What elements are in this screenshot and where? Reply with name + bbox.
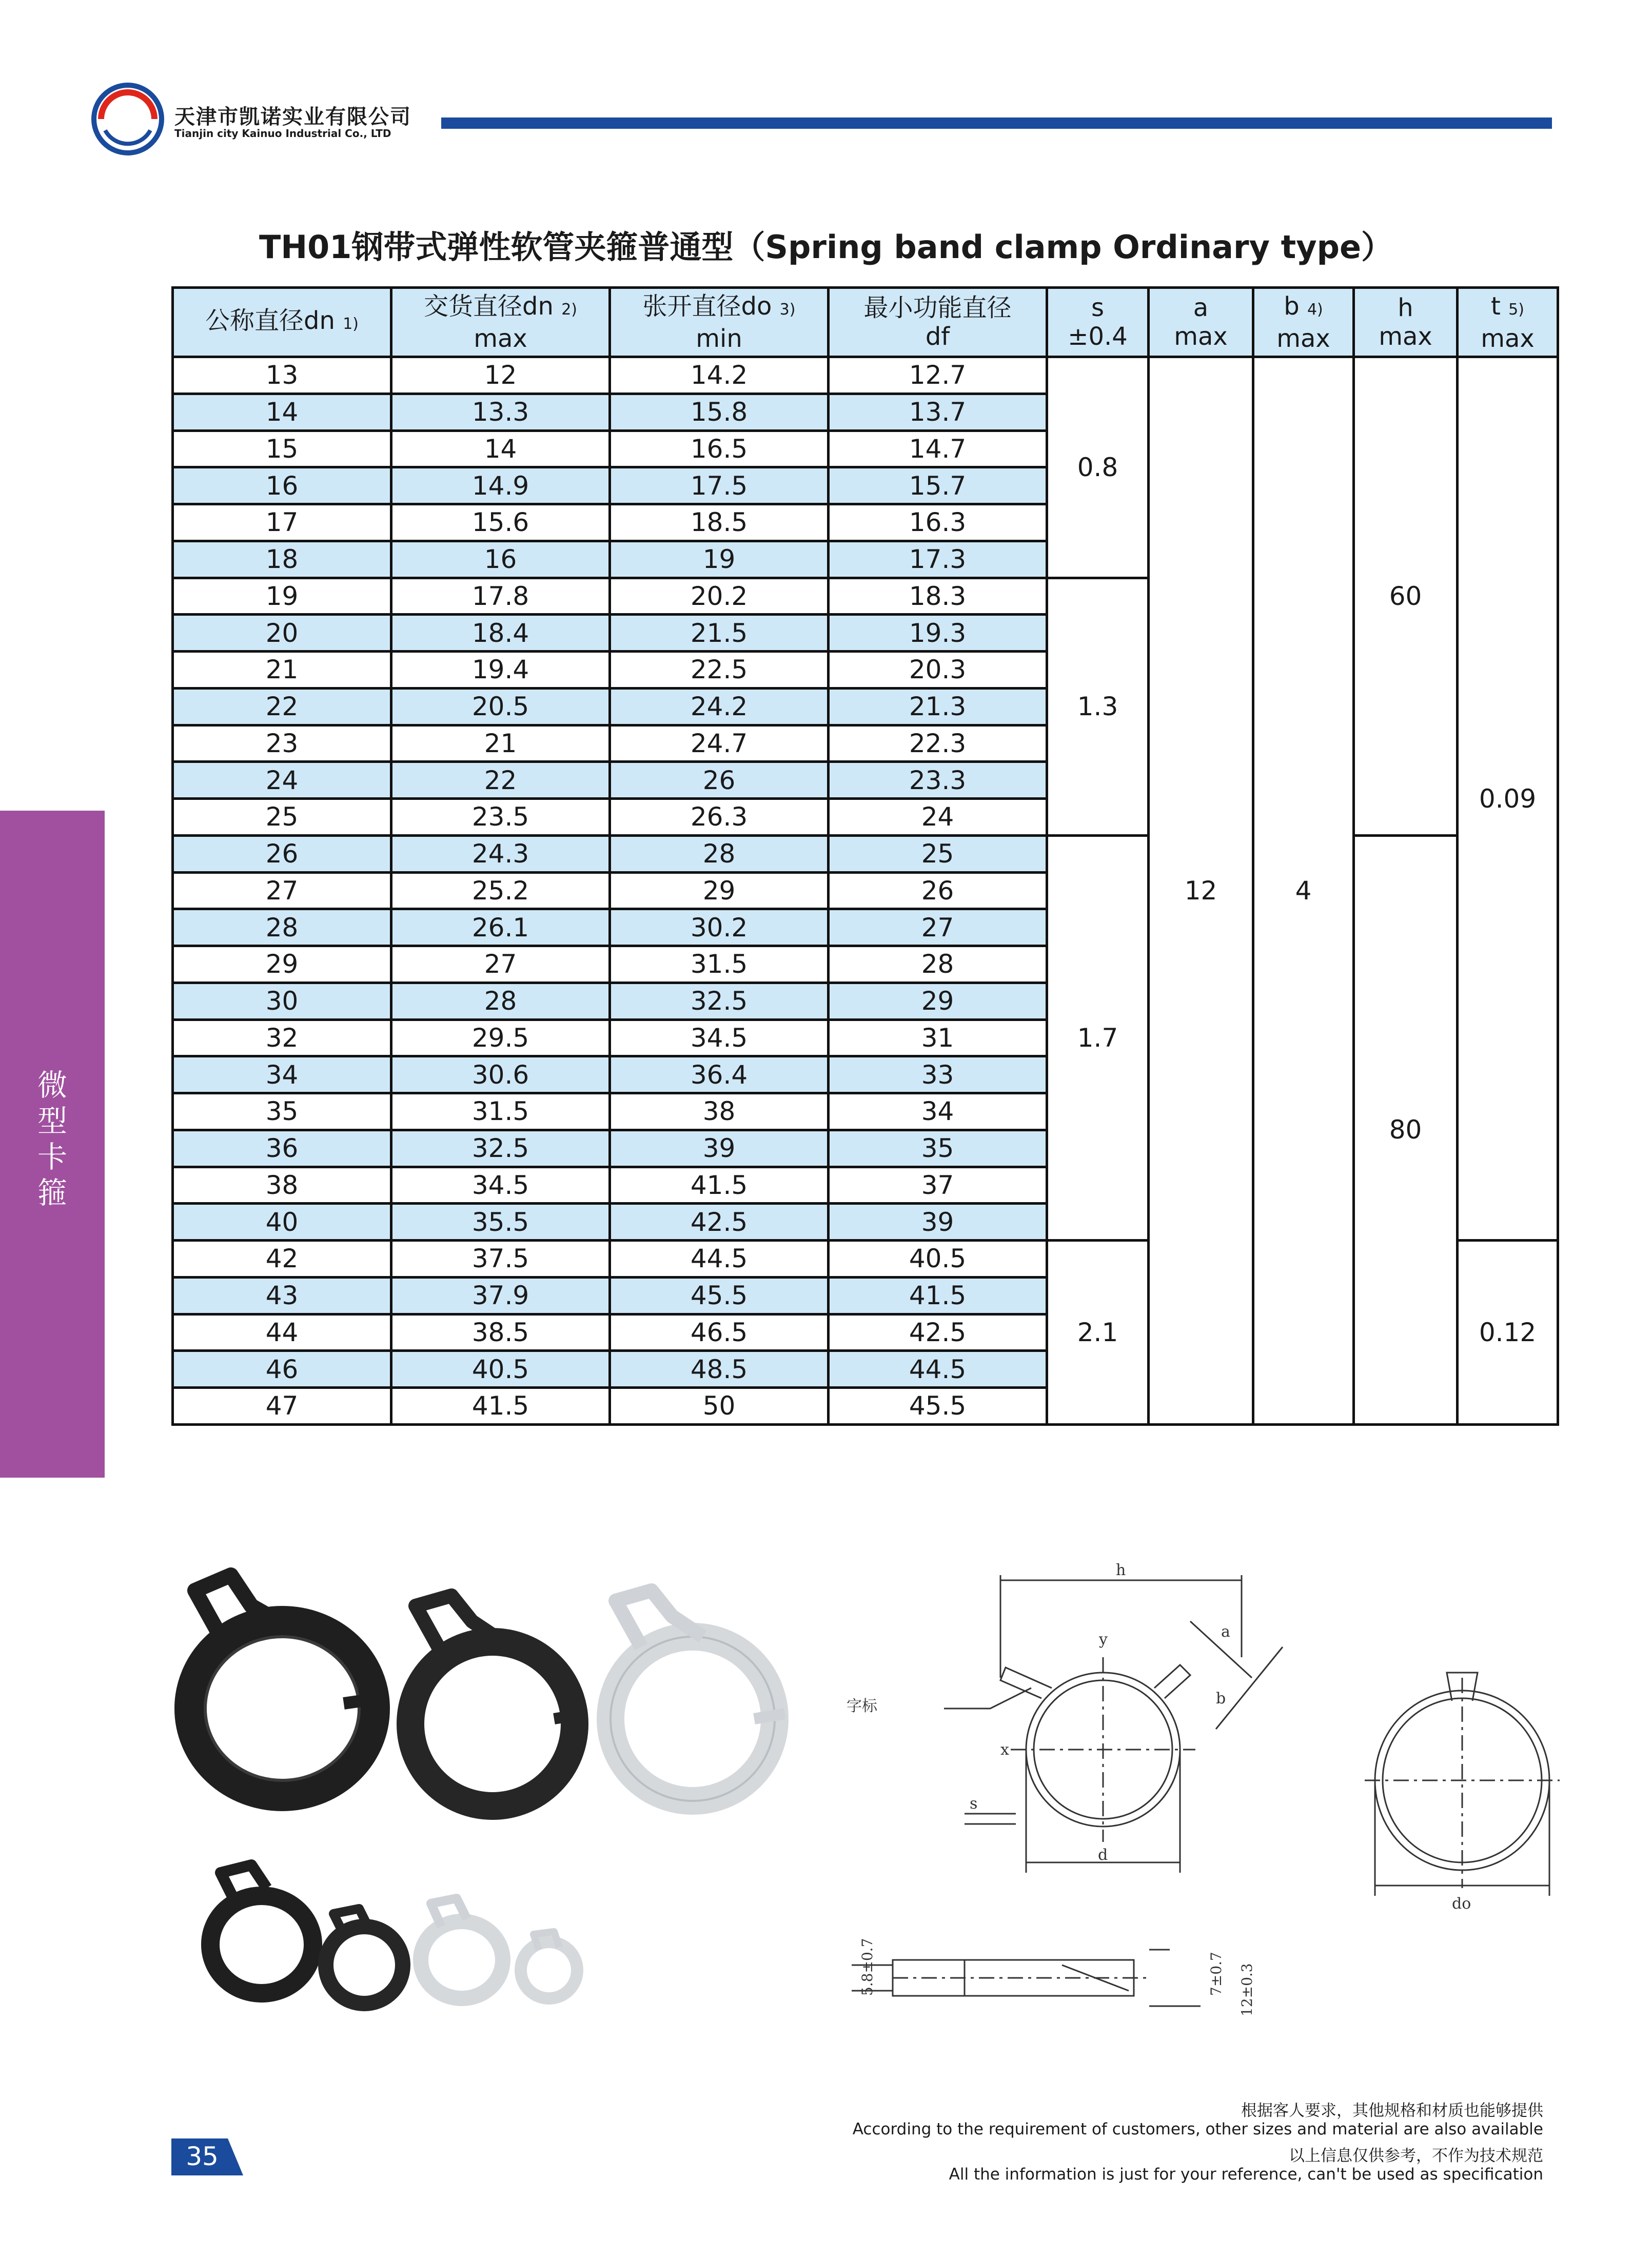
drawing-dim-5-8: 5.8±0.7 bbox=[859, 1938, 876, 1996]
footer-disclaimer-cn: 以上信息仅供参考，不作为技术规范 bbox=[1289, 2147, 1543, 2165]
table-cell: 47 bbox=[173, 1388, 391, 1425]
table-cell: 12 bbox=[391, 357, 610, 394]
clamp-photo-medium-black bbox=[410, 1596, 585, 1806]
table-cell: 22.3 bbox=[829, 725, 1047, 762]
technical-drawing bbox=[847, 1555, 1570, 2057]
clamp-photo-medium-silver bbox=[611, 1591, 785, 1801]
table-cell: 32 bbox=[173, 1019, 391, 1056]
table-cell: 26 bbox=[829, 872, 1047, 909]
table-cell: 18.4 bbox=[391, 615, 610, 652]
header-dn: 公称直径dn 1) bbox=[173, 288, 391, 357]
header-min-df: 最小功能直径 df bbox=[829, 288, 1047, 357]
merged-cell-s: 1.3 bbox=[1047, 578, 1149, 835]
table-cell: 15.8 bbox=[610, 394, 829, 430]
table-row bbox=[173, 357, 1558, 394]
table-cell: 40.5 bbox=[391, 1351, 610, 1388]
table-cell: 29 bbox=[610, 872, 829, 909]
side-char: 卡 bbox=[37, 1140, 67, 1174]
table-cell: 34 bbox=[829, 1093, 1047, 1130]
table-cell: 50 bbox=[610, 1388, 829, 1425]
table-cell: 24.7 bbox=[610, 725, 829, 762]
table-cell: 34.5 bbox=[391, 1167, 610, 1204]
table-cell: 13 bbox=[173, 357, 391, 394]
drawing-dim-y: y bbox=[1099, 1631, 1108, 1648]
header-h: h max bbox=[1354, 288, 1458, 357]
header-b: b 4) max bbox=[1253, 288, 1354, 357]
clamp-photo-small-set bbox=[210, 1865, 577, 2004]
clamp-photo-large-black bbox=[190, 1575, 380, 1796]
drawing-dim-12: 12±0.3 bbox=[1238, 1963, 1255, 2016]
footer-disclaimer-en: All the information is just for your reference, can't be used as specification bbox=[949, 2165, 1543, 2184]
drawing-dim-7: 7±0.7 bbox=[1208, 1952, 1225, 1996]
table-cell: 19 bbox=[610, 541, 829, 578]
table-cell: 26 bbox=[173, 835, 391, 872]
table-cell: 16 bbox=[173, 467, 391, 504]
page-title: TH01钢带式弹性软管夹箍普通型（Spring band clamp Ordinary type） bbox=[259, 228, 1393, 266]
table-cell: 28 bbox=[829, 946, 1047, 983]
table-cell: 16.5 bbox=[610, 430, 829, 467]
table-cell: 20.2 bbox=[610, 578, 829, 615]
header-a: a max bbox=[1149, 288, 1253, 357]
table-cell: 48.5 bbox=[610, 1351, 829, 1388]
table-cell: 31.5 bbox=[610, 946, 829, 983]
table-cell: 25 bbox=[829, 835, 1047, 872]
table-cell: 38 bbox=[610, 1093, 829, 1130]
table-cell: 14.9 bbox=[391, 467, 610, 504]
drawing-dim-s: s bbox=[970, 1795, 978, 1813]
table-cell: 12.7 bbox=[829, 357, 1047, 394]
table-cell: 34 bbox=[173, 1056, 391, 1093]
table-cell: 23.5 bbox=[391, 799, 610, 836]
table-cell: 28 bbox=[173, 909, 391, 946]
table-cell: 14 bbox=[391, 430, 610, 467]
table-cell: 35.5 bbox=[391, 1204, 610, 1241]
table-cell: 37 bbox=[829, 1167, 1047, 1204]
table-cell: 17.3 bbox=[829, 541, 1047, 578]
table-cell: 41.5 bbox=[610, 1167, 829, 1204]
side-char: 型 bbox=[37, 1104, 67, 1139]
table-cell: 21 bbox=[173, 652, 391, 689]
table-cell: 25.2 bbox=[391, 872, 610, 909]
table-cell: 37.9 bbox=[391, 1277, 610, 1314]
table-cell: 18 bbox=[173, 541, 391, 578]
drawing-label-mark: 字标 bbox=[847, 1697, 877, 1715]
table-cell: 41.5 bbox=[391, 1388, 610, 1425]
table-cell: 21.3 bbox=[829, 688, 1047, 725]
table-cell: 27 bbox=[391, 946, 610, 983]
table-cell: 29.5 bbox=[391, 1019, 610, 1056]
table-cell: 29 bbox=[173, 946, 391, 983]
table-cell: 17 bbox=[173, 504, 391, 541]
table-cell: 42.5 bbox=[829, 1314, 1047, 1351]
table-cell: 36.4 bbox=[610, 1056, 829, 1093]
table-cell: 32.5 bbox=[391, 1130, 610, 1167]
table-cell: 31 bbox=[829, 1019, 1047, 1056]
table-cell: 36 bbox=[173, 1130, 391, 1167]
drawing-dim-do: do bbox=[1452, 1895, 1471, 1913]
table-cell: 22 bbox=[173, 688, 391, 725]
header-t: t 5) max bbox=[1458, 288, 1558, 357]
table-cell: 24.2 bbox=[610, 688, 829, 725]
drawing-dim-a: a bbox=[1221, 1623, 1230, 1641]
table-cell: 23 bbox=[173, 725, 391, 762]
side-char: 微 bbox=[37, 1068, 67, 1103]
table-cell: 20.3 bbox=[829, 652, 1047, 689]
table-cell: 43 bbox=[173, 1277, 391, 1314]
footer-note-en: According to the requirement of customers, other sizes and material are also available bbox=[852, 2120, 1543, 2138]
table-cell: 15.7 bbox=[829, 467, 1047, 504]
table-cell: 18.3 bbox=[829, 578, 1047, 615]
table-cell: 27 bbox=[829, 909, 1047, 946]
table-cell: 38 bbox=[173, 1167, 391, 1204]
table-cell: 14 bbox=[173, 394, 391, 430]
table-cell: 20 bbox=[173, 615, 391, 652]
table-cell: 30.2 bbox=[610, 909, 829, 946]
table-cell: 41.5 bbox=[829, 1277, 1047, 1314]
merged-cell-s: 2.1 bbox=[1047, 1241, 1149, 1425]
table-cell: 31.5 bbox=[391, 1093, 610, 1130]
merged-cell-b: 4 bbox=[1253, 357, 1354, 1425]
table-cell: 44 bbox=[173, 1314, 391, 1351]
table-cell: 30.6 bbox=[391, 1056, 610, 1093]
table-cell: 44.5 bbox=[829, 1351, 1047, 1388]
table-cell: 14.2 bbox=[610, 357, 829, 394]
table-cell: 45.5 bbox=[829, 1388, 1047, 1425]
table-cell: 42.5 bbox=[610, 1204, 829, 1241]
table-cell: 26.3 bbox=[610, 799, 829, 836]
table-cell: 27 bbox=[173, 872, 391, 909]
table-cell: 35 bbox=[173, 1093, 391, 1130]
table-cell: 23.3 bbox=[829, 762, 1047, 799]
company-name-en: Tianjin city Kainuo Industrial Co., LTD bbox=[174, 127, 391, 140]
table-cell: 34.5 bbox=[610, 1019, 829, 1056]
table-cell: 13.3 bbox=[391, 394, 610, 430]
header-delivery-dn: 交货直径dn 2) max bbox=[391, 288, 610, 357]
table-cell: 16 bbox=[391, 541, 610, 578]
table-cell: 28 bbox=[610, 835, 829, 872]
footer-note-cn: 根据客人要求，其他规格和材质也能够提供 bbox=[1241, 2102, 1543, 2120]
table-cell: 17.5 bbox=[610, 467, 829, 504]
merged-cell-s: 1.7 bbox=[1047, 835, 1149, 1240]
table-cell: 15 bbox=[173, 430, 391, 467]
table-cell: 19 bbox=[173, 578, 391, 615]
table-cell: 44.5 bbox=[610, 1241, 829, 1278]
table-cell: 38.5 bbox=[391, 1314, 610, 1351]
table-cell: 45.5 bbox=[610, 1277, 829, 1314]
drawing-dim-b: b bbox=[1216, 1690, 1226, 1708]
table-cell: 32.5 bbox=[610, 983, 829, 1019]
table-cell: 39 bbox=[829, 1204, 1047, 1241]
table-cell: 29 bbox=[829, 983, 1047, 1019]
table-header-row bbox=[173, 288, 1558, 357]
table-cell: 24.3 bbox=[391, 835, 610, 872]
table-cell: 40 bbox=[173, 1204, 391, 1241]
company-logo bbox=[90, 81, 166, 157]
table-cell: 26 bbox=[610, 762, 829, 799]
drawing-dim-d: d bbox=[1098, 1846, 1108, 1864]
table-cell: 17.8 bbox=[391, 578, 610, 615]
table-cell: 26.1 bbox=[391, 909, 610, 946]
table-cell: 19.3 bbox=[829, 615, 1047, 652]
table-cell: 15.6 bbox=[391, 504, 610, 541]
table-cell: 21 bbox=[391, 725, 610, 762]
merged-cell-t: 0.12 bbox=[1458, 1241, 1558, 1425]
table-cell: 28 bbox=[391, 983, 610, 1019]
merged-cell-t: 0.09 bbox=[1458, 357, 1558, 1241]
spec-table bbox=[171, 286, 1559, 1426]
table-cell: 37.5 bbox=[391, 1241, 610, 1278]
header-bar bbox=[441, 117, 1552, 129]
merged-cell-h: 60 bbox=[1354, 357, 1458, 836]
merged-cell-a: 12 bbox=[1149, 357, 1253, 1425]
table-cell: 14.7 bbox=[829, 430, 1047, 467]
table-cell: 22 bbox=[391, 762, 610, 799]
table-cell: 22.5 bbox=[610, 652, 829, 689]
table-cell: 25 bbox=[173, 799, 391, 836]
table-cell: 39 bbox=[610, 1130, 829, 1167]
product-photos bbox=[174, 1555, 867, 2057]
side-char: 箍 bbox=[37, 1175, 67, 1210]
table-cell: 33 bbox=[829, 1056, 1047, 1093]
table-cell: 42 bbox=[173, 1241, 391, 1278]
drawing-dim-h: h bbox=[1116, 1561, 1126, 1579]
drawing-dim-x: x bbox=[1000, 1741, 1009, 1759]
table-cell: 19.4 bbox=[391, 652, 610, 689]
table-cell: 35 bbox=[829, 1130, 1047, 1167]
table-cell: 40.5 bbox=[829, 1241, 1047, 1278]
table-cell: 16.3 bbox=[829, 504, 1047, 541]
table-cell: 24 bbox=[173, 762, 391, 799]
table-cell: 46.5 bbox=[610, 1314, 829, 1351]
header-open-do: 张开直径do 3) min bbox=[610, 288, 829, 357]
merged-cell-h: 80 bbox=[1354, 835, 1458, 1424]
table-cell: 18.5 bbox=[610, 504, 829, 541]
table-cell: 24 bbox=[829, 799, 1047, 836]
table-cell: 20.5 bbox=[391, 688, 610, 725]
header-s: s ±0.4 bbox=[1047, 288, 1149, 357]
table-cell: 30 bbox=[173, 983, 391, 1019]
table-cell: 21.5 bbox=[610, 615, 829, 652]
page-number: 35 bbox=[186, 2142, 219, 2171]
merged-cell-s: 0.8 bbox=[1047, 357, 1149, 578]
side-category-label bbox=[0, 1067, 105, 1211]
company-name-cn: 天津市凯诺实业有限公司 bbox=[174, 105, 411, 129]
table-cell: 46 bbox=[173, 1351, 391, 1388]
table-cell: 13.7 bbox=[829, 394, 1047, 430]
